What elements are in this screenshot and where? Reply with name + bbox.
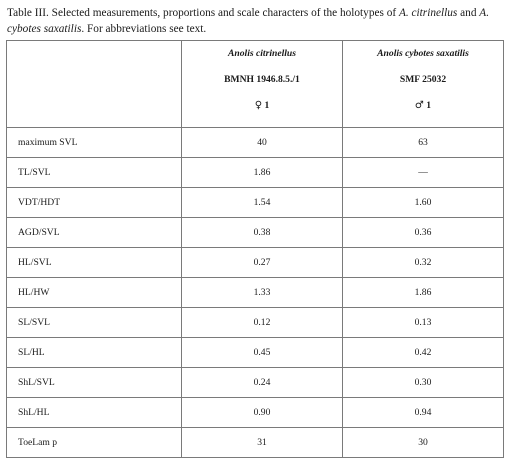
species-name: Anolis cybotes saxatilis	[377, 48, 469, 59]
table-row	[7, 188, 504, 218]
row-value: 0.12	[182, 308, 343, 338]
caption-prefix: Table III. Selected measurements, proportions and scale characters of the holotypes of	[7, 7, 399, 19]
row-value: 1.33	[182, 278, 343, 308]
row-label: ToeLam p	[7, 428, 182, 458]
row-value: 0.30	[343, 368, 504, 398]
row-value: 0.13	[343, 308, 504, 338]
row-value: 0.90	[182, 398, 343, 428]
count: 1	[426, 100, 432, 111]
row-value: 1.54	[182, 188, 343, 218]
header-citrinellus	[182, 41, 343, 128]
sex-count	[182, 100, 342, 111]
row-label: ShL/SVL	[7, 368, 182, 398]
row-value: 0.38	[182, 218, 343, 248]
specimen-number: BMNH 1946.8.5./1	[224, 74, 300, 85]
table-row	[7, 308, 504, 338]
row-label: AGD/SVL	[7, 218, 182, 248]
row-value: 1.86	[343, 278, 504, 308]
species-name: Anolis citrinellus	[228, 48, 296, 59]
measurements-table	[6, 40, 504, 458]
row-label: maximum SVL	[7, 128, 182, 158]
table-row	[7, 128, 504, 158]
table-row	[7, 278, 504, 308]
row-value: 0.24	[182, 368, 343, 398]
table-row	[7, 218, 504, 248]
row-value: 0.36	[343, 218, 504, 248]
table-row	[7, 398, 504, 428]
caption-suffix: . For abbreviations see text.	[81, 23, 207, 35]
row-value: 63	[343, 128, 504, 158]
table-row	[7, 158, 504, 188]
row-value: 0.45	[182, 338, 343, 368]
caption-species-b: A. cybotes saxatilis	[7, 7, 490, 35]
female-icon: ♀	[254, 100, 263, 111]
row-label: SL/SVL	[7, 308, 182, 338]
table-row	[7, 338, 504, 368]
table-caption	[7, 5, 505, 37]
row-value: —	[343, 158, 504, 188]
row-value: 0.94	[343, 398, 504, 428]
row-value: 30	[343, 428, 504, 458]
row-label: SL/HL	[7, 338, 182, 368]
row-value: 0.27	[182, 248, 343, 278]
specimen-number: SMF 25032	[399, 74, 447, 85]
table-row	[7, 248, 504, 278]
caption-and: and	[457, 7, 480, 19]
row-value: 0.42	[343, 338, 504, 368]
caption-species-a: A. citrinellus	[398, 7, 458, 19]
header-empty-cell	[7, 41, 182, 128]
row-label: TL/SVL	[7, 158, 182, 188]
sex-count	[343, 100, 503, 111]
row-label: HL/HW	[7, 278, 182, 308]
row-value: 40	[182, 128, 343, 158]
row-value: 1.86	[182, 158, 343, 188]
row-label: HL/SVL	[7, 248, 182, 278]
count: 1	[264, 100, 270, 111]
row-value: 1.60	[343, 188, 504, 218]
header-cybotes-saxatilis	[343, 41, 504, 128]
row-value: 31	[182, 428, 343, 458]
table-row	[7, 428, 504, 458]
table-header-row	[7, 41, 504, 128]
table-row	[7, 368, 504, 398]
row-label: VDT/HDT	[7, 188, 182, 218]
male-icon: ♂	[414, 100, 424, 111]
row-value: 0.32	[343, 248, 504, 278]
row-label: ShL/HL	[7, 398, 182, 428]
